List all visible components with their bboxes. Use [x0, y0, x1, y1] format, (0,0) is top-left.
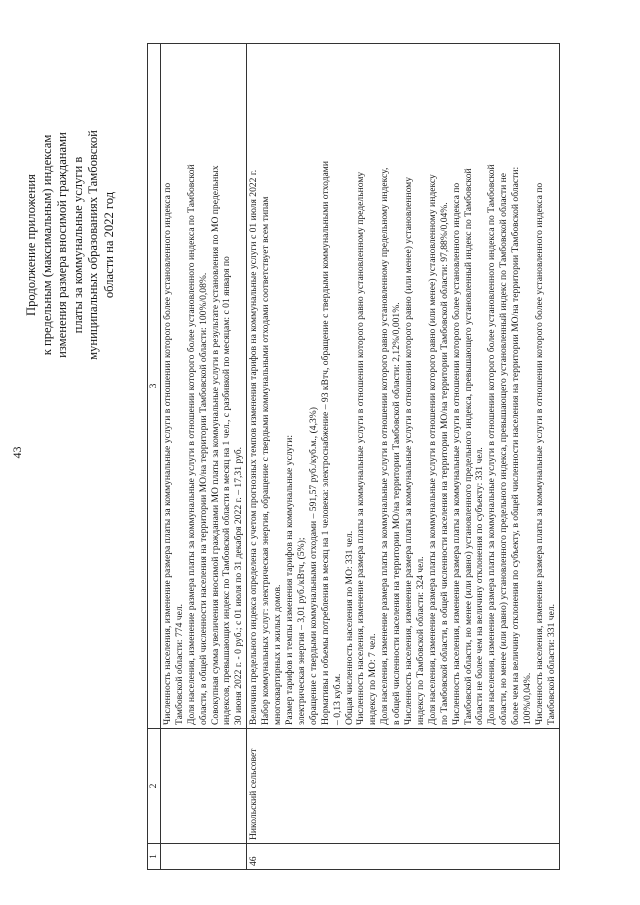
heading-line: муниципальных образованиях Тамбовской — [86, 130, 101, 360]
heading-line: платы за коммунальные услуги в — [70, 156, 85, 334]
description-line: индексу по МО: 7 чел. — [367, 633, 379, 725]
index-description — [247, 44, 560, 729]
appendix-heading — [24, 25, 118, 465]
description-line: Доля населения, изменение размера платы за коммунальные услуги в отношении которого равно установленному предельному индексу, — [379, 167, 391, 725]
description-line: Доля населения, изменение размера платы за коммунальные услуги в отношении которого более установленного индекса по Тамбовской — [185, 164, 197, 725]
page-number: 43 — [10, 446, 24, 459]
heading-line: области на 2022 год — [101, 191, 116, 299]
description-line: электрическая энергия – 3,01 руб./кВтч, (5%); — [295, 537, 307, 725]
description-line: многоквартирных и жилых домов. — [272, 584, 284, 725]
description-line: 100%/0,04%. — [522, 672, 534, 725]
description-line: Доля населения, изменение размера платы за коммунальные услуги в отношении которого равно (или менее) установленному индексу — [426, 174, 438, 725]
description-line: в общей численности населения на территории МО/на территории Тамбовской области: 2,12%/0,001%. — [391, 302, 403, 725]
row-number: 46 — [247, 844, 560, 870]
municipality-name: Никольский сельсовет — [247, 729, 560, 844]
description-line: Тамбовской области, но менее (или равно) установленного предельного индекса, превышающего установленный индекс по Тамбовской — [462, 168, 474, 725]
description-line: Набор коммунальных услуг: электрическая энергия, обращение с твердыми коммунальными отходами соответствует всем типам — [260, 196, 272, 725]
column-header: 2 — [148, 729, 161, 844]
column-header: 3 — [148, 44, 161, 729]
description-line: Доля населения, изменение размера платы за коммунальные услуги в отношении которого более установленного индекса по Тамбовской — [486, 164, 498, 725]
heading-line: изменения размера вносимой гражданами — [55, 132, 70, 358]
column-header: 1 — [148, 844, 161, 870]
description-line: Нормативы и объемы потребления в месяц на 1 человека: электроснабжение – 93 кВтч, обращение с твердыми коммунальными отходами — [319, 161, 331, 725]
heading-line: Продолжение приложения — [24, 174, 38, 316]
description-line: области, в общей численности населения на территории МО/на территории Тамбовской области: 100%/0,08%. — [197, 272, 209, 725]
description-line: 30 июня 2022 г. - 0 руб.; с 01 июля по 31 декабря 2022 г. – 17,31 руб. — [233, 446, 245, 725]
description-line: Тамбовской области: 774 чел. — [173, 603, 185, 725]
table-header-row — [148, 44, 161, 870]
description-line: Величина предельного индекса определена с учетом прогнозных темпов изменения тарифов на коммунальные услуги с 01 июля 2022 г. — [248, 169, 260, 725]
indices-table — [147, 43, 560, 870]
description-line: Размер тарифов и темпы изменения тарифов на коммунальные услуги: — [283, 434, 295, 725]
description-line: обращение с твердыми коммунальными отходами – 591,57 руб./куб.м., (4,3%) — [307, 407, 319, 725]
description-line: Тамбовской области: 331 чел. — [545, 603, 557, 725]
row-number — [160, 844, 246, 870]
description-line: области, но менее (или равно) установленного предельного индекса, превышающего установленный индекс по Тамбовской области не — [498, 172, 510, 725]
description-line: по Тамбовской области, в общей численности населения на территории МО/на территории Тамбовской области: 97,88%/0,04%. — [438, 202, 450, 725]
description-line: индексов, превышающих индекс по Тамбовской области в месяц на 1 чел., с разбивкой по месяцам: с 01 января по — [221, 256, 233, 725]
description-line: области не более чем на величину отклонения по субъекту: 331 чел. — [474, 447, 486, 725]
table-row — [160, 44, 246, 870]
municipality-name — [160, 729, 246, 844]
description-line: Численность населения, изменение размера платы за коммунальные услуги в отношении которого равно установленному предельному — [355, 171, 367, 725]
table-row — [247, 44, 560, 870]
description-line: – 0,13 куб.м. — [331, 673, 343, 725]
description-line: Общая численность населения по МО: 331 чел. — [343, 530, 355, 725]
index-description — [160, 44, 246, 729]
description-line: Численность населения, изменение размера платы за коммунальные услуги в отношении которого равно (или менее) установленному — [403, 176, 415, 725]
description-line: Совокупная сумма увеличения вносимой гражданами МО платы за коммунальные услуги в результате установления по МО предельных — [209, 165, 221, 725]
description-line: Численность населения, изменение размера платы за коммунальные услуги в отношении которого более установленного индекса по — [161, 182, 173, 725]
description-line: Численность населения, изменение размера платы за коммунальные услуги в отношении которого более установленного индекса по — [450, 182, 462, 725]
description-line: индексу по Тамбовской области: 324 чел. — [414, 556, 426, 725]
description-line: более чем на величину отклонения по субъекту, в общей численности населения на территории МО/на территории Тамбовской области: — [510, 166, 522, 725]
description-line: Численность населения, изменение размера платы за коммунальные услуги в отношении которого более установленного индекса по — [534, 182, 545, 725]
heading-line: к предельным (максимальным) индексам — [39, 134, 54, 356]
